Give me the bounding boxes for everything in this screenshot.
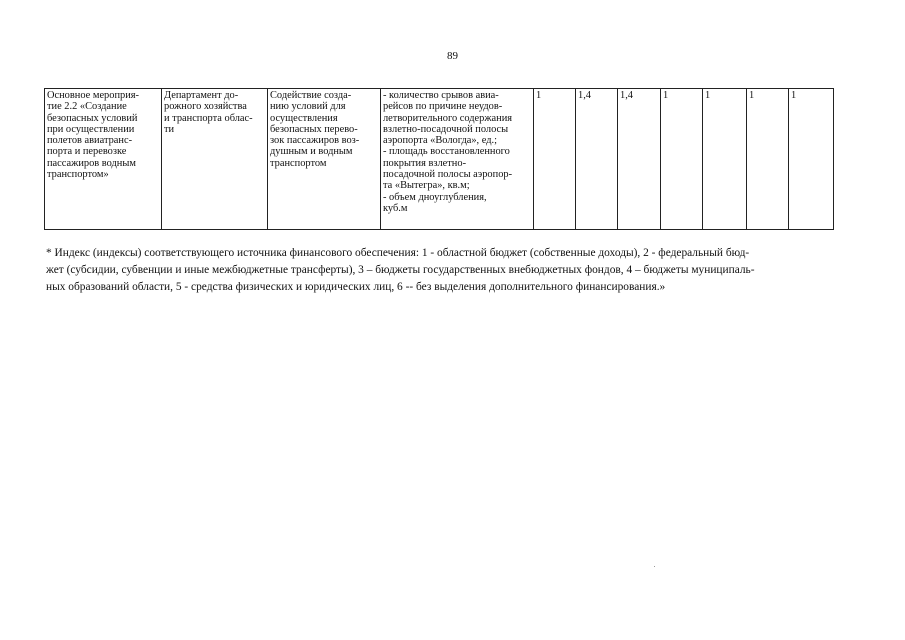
footnote-line: ных образований области, 5 - средства физических и юридических лиц, 6 -- без выделения дополнительного финансирования.» bbox=[46, 281, 666, 293]
executor-cell: Департамент до- рожного хозяйства и транспорта облас- ти bbox=[162, 89, 268, 230]
value-cell: 1 bbox=[703, 89, 747, 230]
footnote-line: * Индекс (индексы) соответствующего источника финансового обеспечения: 1 - областной бюджет (собственные доходы), 2 - федеральный бюд- bbox=[46, 247, 750, 259]
funding-source-footnote bbox=[46, 245, 846, 296]
goal-cell: Содействие созда- нию условий для осуществления безопасных перево- зок пассажиров воз- душным и водным транспортом bbox=[268, 89, 381, 230]
value-cell: 1 bbox=[789, 89, 834, 230]
value-cell: 1 bbox=[534, 89, 576, 230]
measure-name-cell: Основное мероприя- тие 2.2 «Создание безопасных условий при осуществлении полетов авиатранс- порта и перевозке пассажиров водным транспортом» bbox=[45, 89, 162, 230]
value-cell: 1,4 bbox=[576, 89, 618, 230]
value-cell: 1 bbox=[661, 89, 703, 230]
table-row bbox=[45, 89, 834, 230]
value-cell: 1 bbox=[747, 89, 789, 230]
value-cell: 1,4 bbox=[618, 89, 661, 230]
footnote-line: жет (субсидии, субвенции и иные межбюджетные трансферты), 3 – бюджеты государственных внебюджетных фондов, 4 – бюджеты муниципаль- bbox=[46, 264, 755, 276]
scan-speck bbox=[654, 566, 655, 567]
measures-table bbox=[44, 88, 834, 230]
page-number: 89 bbox=[447, 50, 458, 62]
indicators-cell: - количество срывов авиа- рейсов по причине неудов- летворительного содержания взлетно-посадочной полосы аэропорта «Вологда», ед.; - площадь восстановленного покрытия взлетно- посадочной полосы аэропор- та «Вытегра», кв.м; - объем дноуглубления, куб.м bbox=[381, 89, 534, 230]
